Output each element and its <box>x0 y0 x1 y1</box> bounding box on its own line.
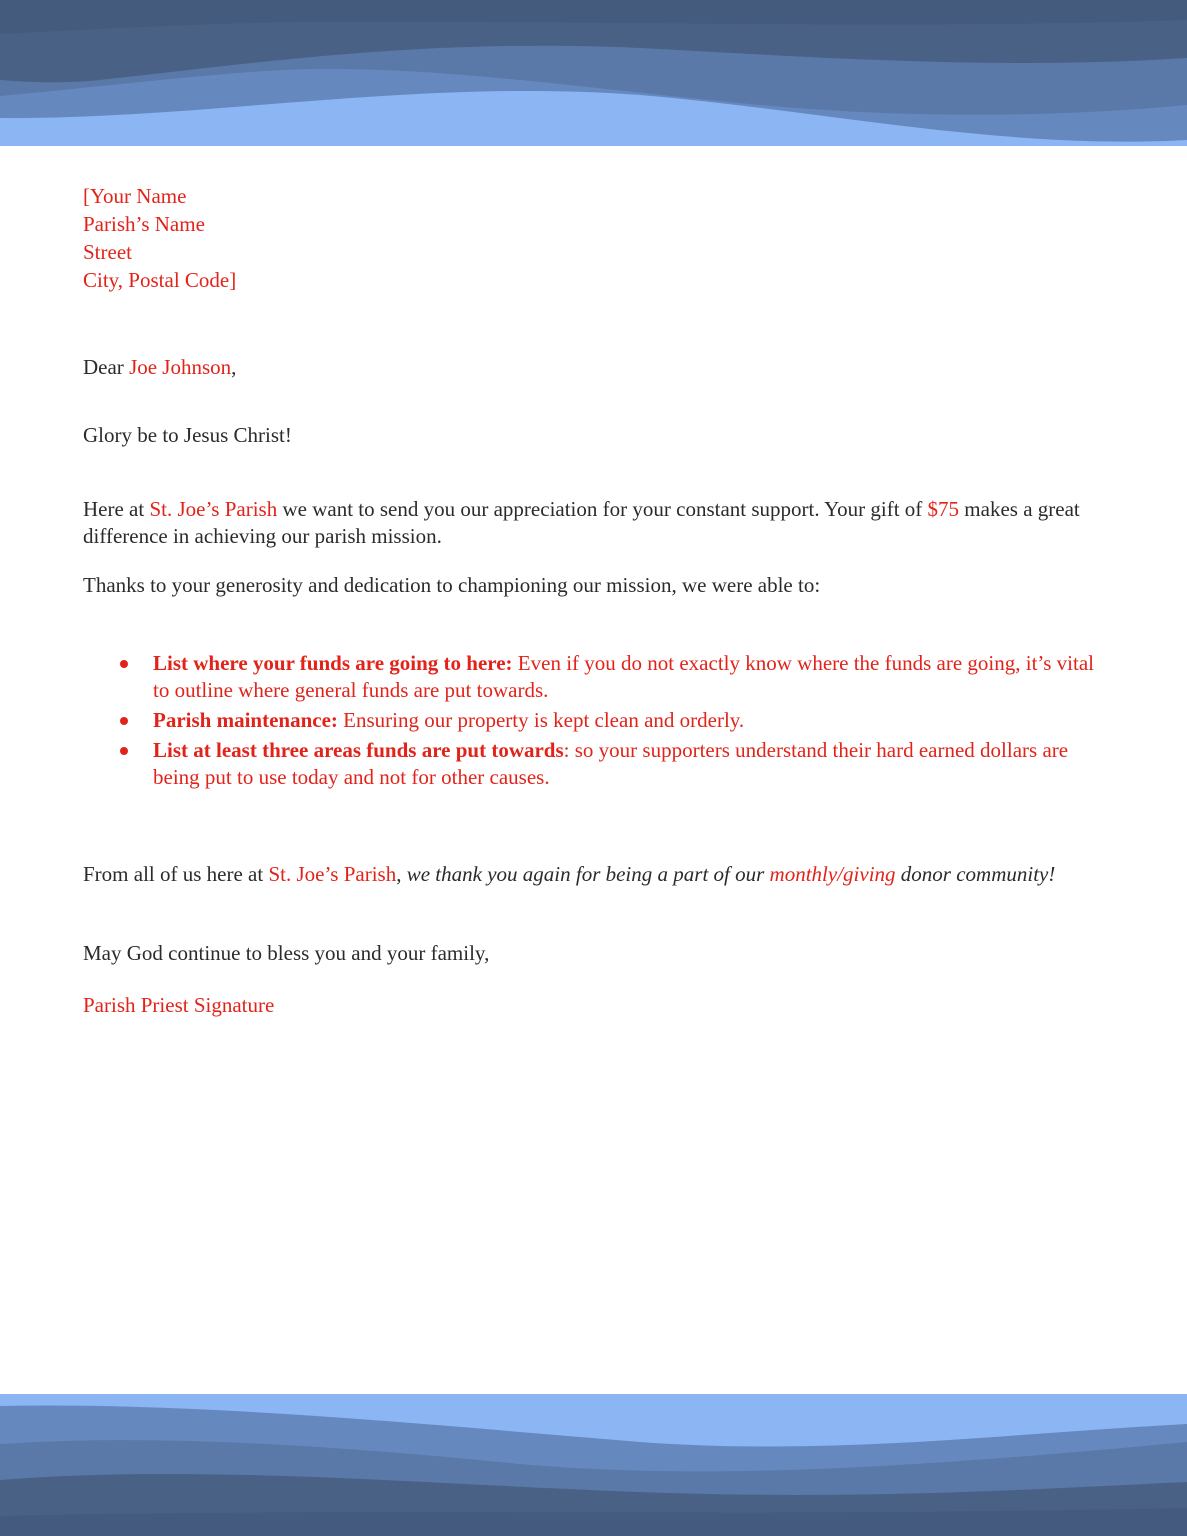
salutation-suffix: , <box>231 355 237 379</box>
closing-text-b: , <box>396 862 407 886</box>
blessing: May God continue to bless you and your family, <box>83 941 490 965</box>
closing-parish-name: St. Joe’s Parish <box>268 862 397 886</box>
appreciation-paragraph <box>83 496 1103 550</box>
bullet-text: : so your supporters understand their hard earned dollars are being put to use today and not for other causes. <box>153 738 1069 789</box>
bullet-heading: List at least three areas funds are put towards <box>153 738 564 762</box>
closing-text-a: From all of us here at <box>83 862 269 886</box>
bullet-dot-icon <box>120 660 128 668</box>
p1-text-a: Here at <box>83 497 150 521</box>
sender-city-postal: City, Postal Code] <box>83 268 237 292</box>
sender-name: [Your Name <box>83 184 187 208</box>
closing-italic-b: donor community! <box>895 862 1056 886</box>
greeting: Glory be to Jesus Christ! <box>83 423 292 447</box>
bullet-dot-icon <box>120 717 128 725</box>
p1-text-c: makes a great difference in achieving our parish mission. <box>83 497 1080 548</box>
list-item <box>120 707 1100 734</box>
closing-italic-a: we thank you again for being a part of our <box>406 862 770 886</box>
salutation <box>83 353 236 381</box>
bullet-dot-icon <box>120 747 128 755</box>
bullet-text: Even if you do not exactly know where the funds are going, it’s vital to outline where general funds are put towards. <box>153 651 1094 702</box>
p1-parish-name: St. Joe’s Parish <box>149 497 278 521</box>
list-item <box>120 737 1100 791</box>
sender-address <box>83 182 236 294</box>
generosity-paragraph: Thanks to your generosity and dedication to championing our mission, we were able to: <box>83 573 821 597</box>
sender-parish-name: Parish’s Name <box>83 212 205 236</box>
bullet-heading: Parish maintenance: <box>153 708 338 732</box>
closing-paragraph <box>83 861 1103 888</box>
bullet-text: Ensuring our property is kept clean and orderly. <box>337 708 745 732</box>
recipient-name: Joe Johnson <box>129 355 232 379</box>
gift-amount: $75 <box>927 497 960 521</box>
signature: Parish Priest Signature <box>83 993 275 1017</box>
list-item <box>120 650 1100 704</box>
bullet-heading: List where your funds are going to here: <box>153 651 513 675</box>
salutation-prefix: Dear <box>83 355 130 379</box>
funds-bullet-list <box>120 650 1100 794</box>
giving-program: monthly/giving <box>769 862 896 886</box>
footer-wave-banner <box>0 1394 1187 1536</box>
p1-text-b: we want to send you our appreciation for your constant support. Your gift of <box>277 497 928 521</box>
sender-street: Street <box>83 240 132 264</box>
header-wave-banner <box>0 0 1187 146</box>
